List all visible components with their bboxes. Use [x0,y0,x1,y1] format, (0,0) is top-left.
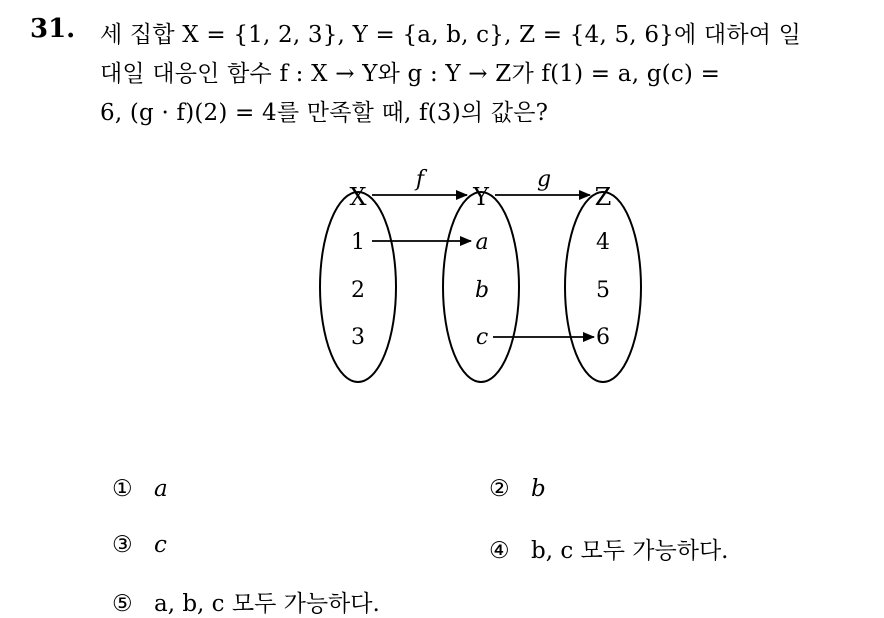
func-f-label: f [415,167,425,192]
z-elem-5: 5 [596,278,610,303]
x-elem-1: 1 [351,230,365,255]
choice-3-number: ③ [112,532,133,558]
choice-2-number: ② [489,476,510,502]
choice-3[interactable] [112,532,167,558]
set-z-label: Z [594,183,612,211]
choice-2-text: b [531,476,546,502]
set-x-label: X [349,183,367,211]
choice-1[interactable] [112,476,168,502]
choice-5[interactable] [112,585,380,618]
mapping-diagram [310,150,650,390]
choice-4[interactable] [489,532,728,565]
y-elem-b: b [474,278,490,303]
x-elem-2: 2 [351,278,365,303]
y-elem-a: a [475,230,489,255]
choice-1-number: ① [112,476,133,502]
choice-4-text: b, c 모두 가능하다. [531,538,729,564]
question-line-3: 6, (g · f)(2) = 4를 만족할 때, f(3)의 값은? [100,100,549,126]
choice-5-text: a, b, c 모두 가능하다. [154,591,380,617]
y-elem-c: c [475,325,489,350]
question-line-1: 세 집합 X = {1, 2, 3}, Y = {a, b, c}, Z = {4, 5, 6}에 대하여 일 [100,22,802,48]
z-elem-4: 4 [596,230,610,255]
choice-3-text: c [154,532,167,558]
question-line-2: 대일 대응인 함수 f : X → Y와 g : Y → Z가 f(1) = a, g(c) = [100,61,721,87]
choice-5-number: ⑤ [112,591,133,617]
choice-4-number: ④ [489,538,510,564]
z-elem-6: 6 [596,325,610,350]
func-g-label: g [536,167,552,192]
set-y-label: Y [473,183,489,211]
choice-2[interactable] [489,476,546,502]
x-elem-3: 3 [351,325,365,350]
question-number: 31. [30,14,76,44]
choice-1-text: a [154,476,168,502]
